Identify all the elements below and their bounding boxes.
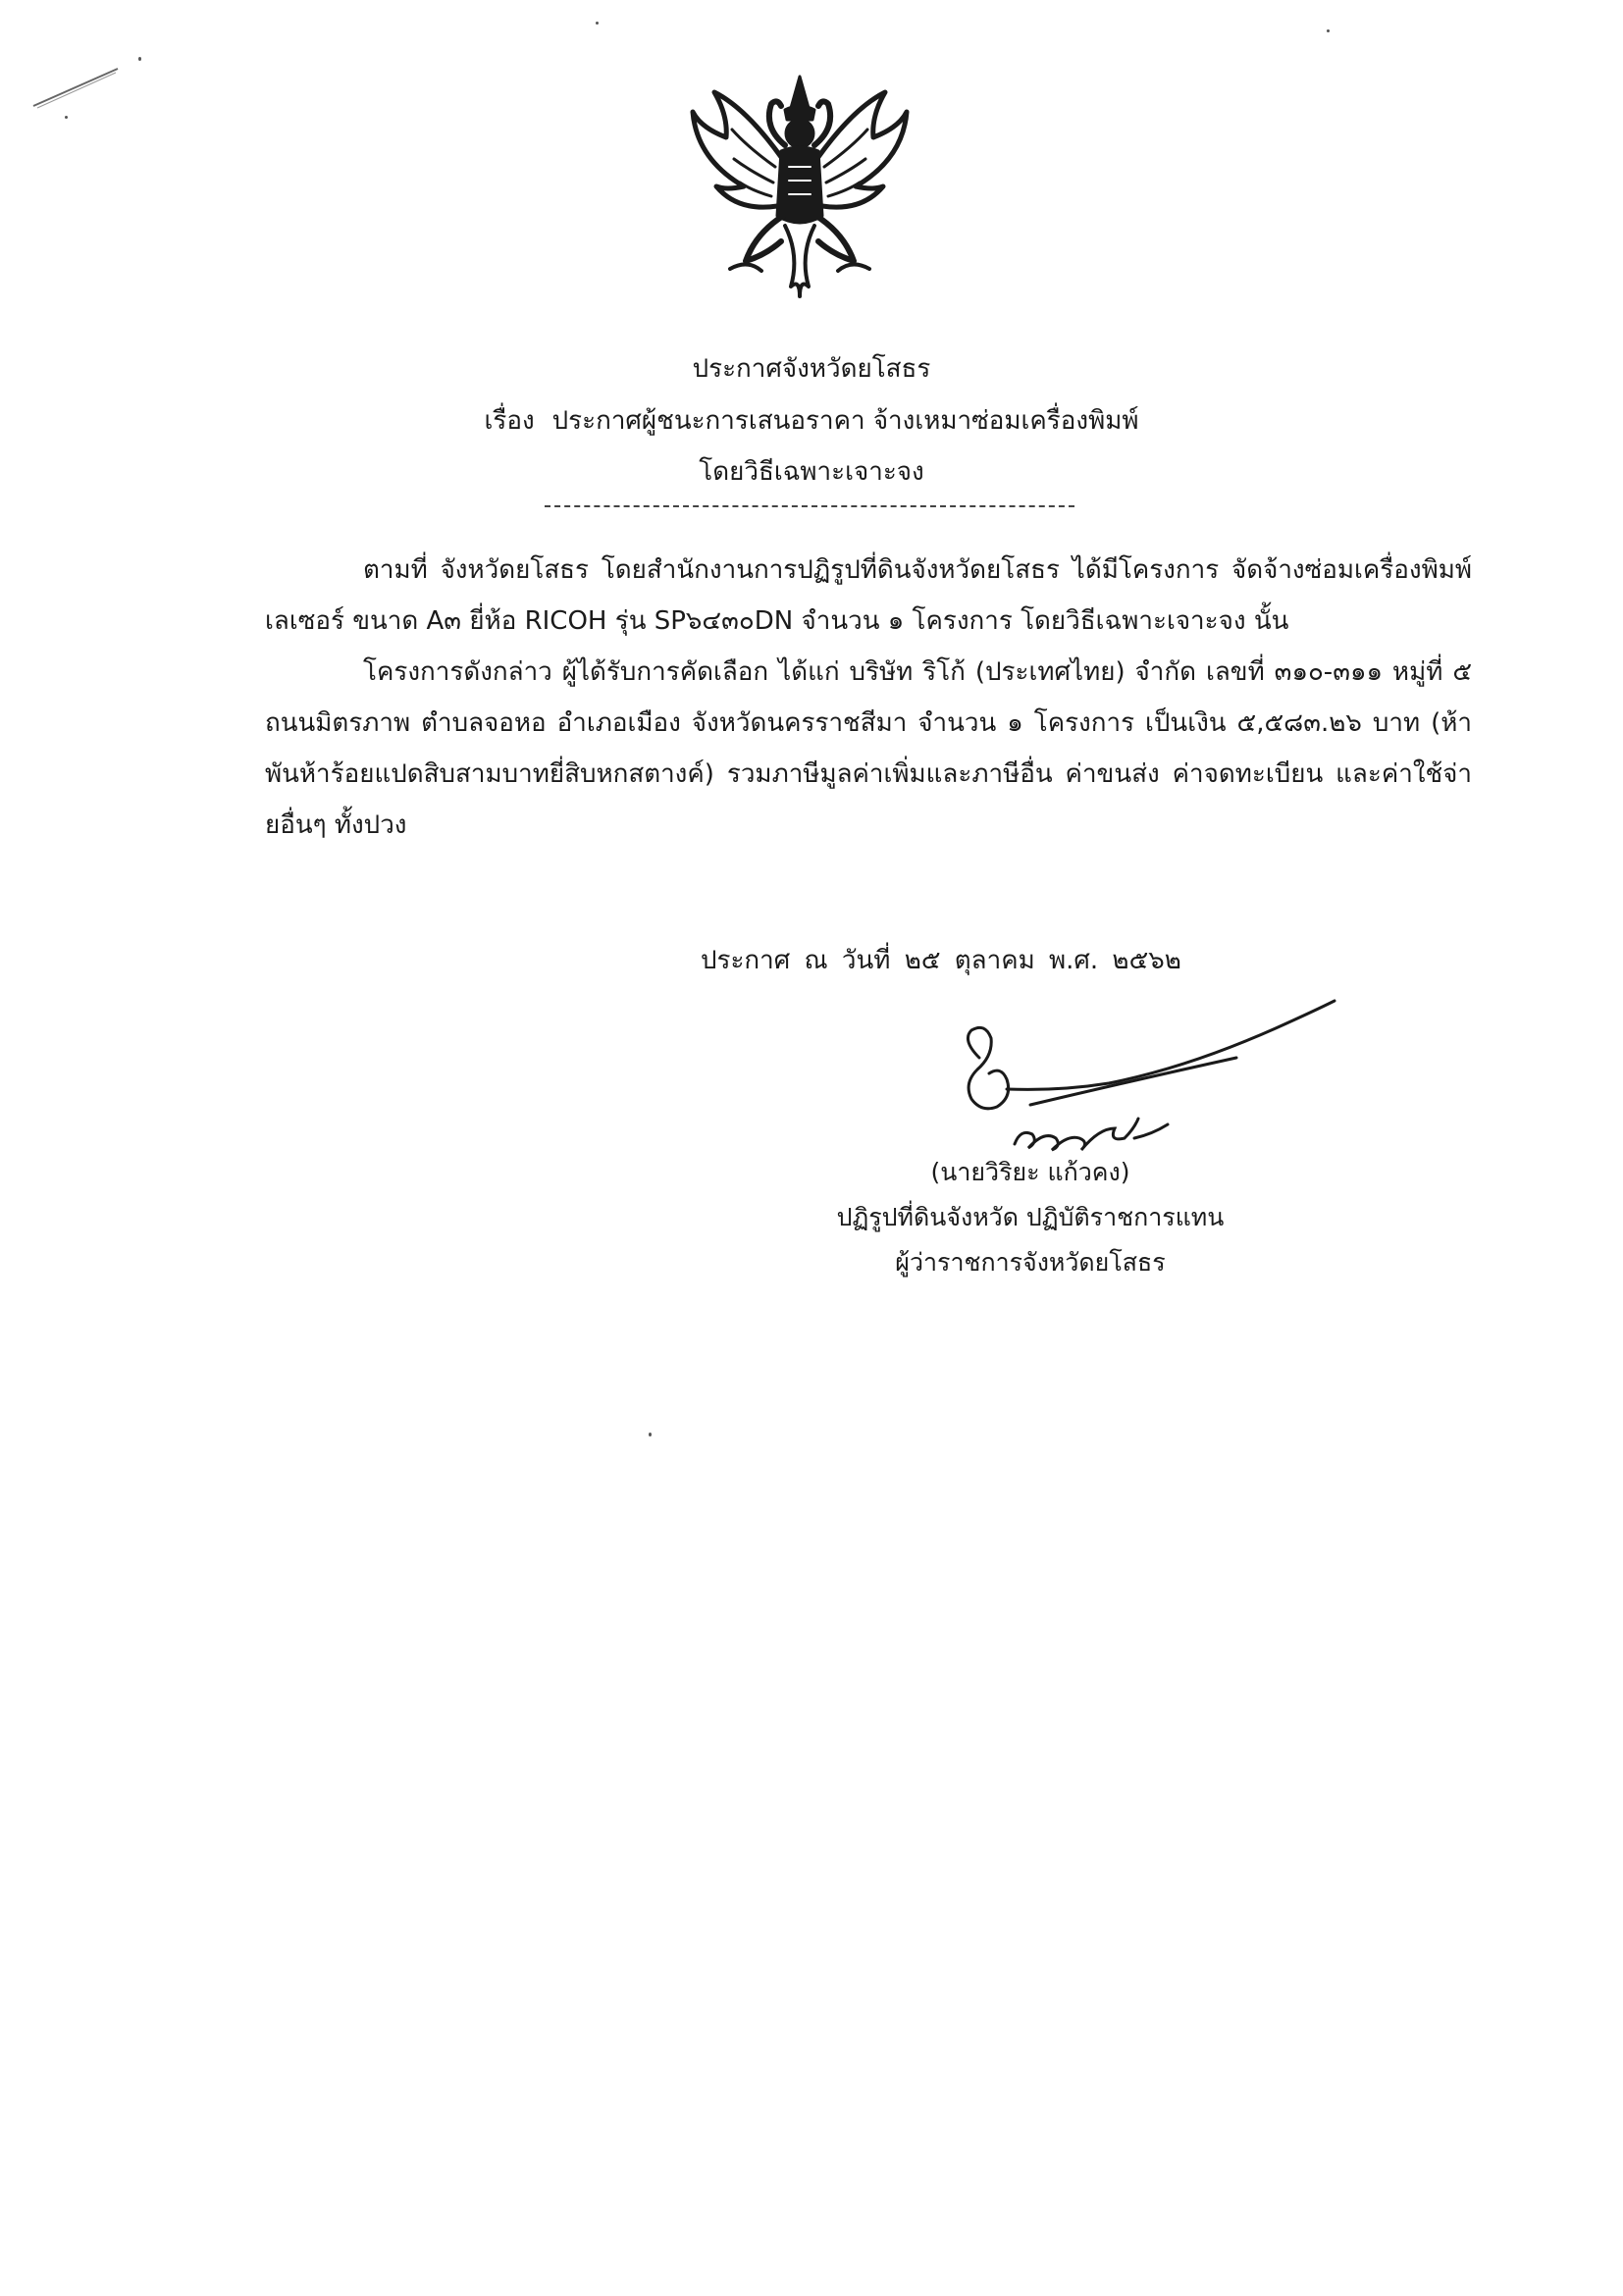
body-paragraph-1: ตามที่ จังหวัดยโสธร โดยสำนักงานการปฏิรูปที่ดินจังหวัดยโสธร ได้มีโครงการ จัดจ้างซ่อมเครื่องพิมพ์เลเซอร์ ขนาด A๓ ยี่ห้อ RICOH รุ่น SP๖๔๓๐DN จำนวน ๑ โครงการ โดยวิธีเฉพาะเจาะจง นั้น (265, 555, 1472, 636)
scan-speck (1327, 29, 1330, 32)
signature-block (805, 1150, 1256, 1285)
subject-text: ประกาศผู้ชนะการเสนอราคา จ้างเหมาซ่อมเครื่องพิมพ์ (551, 406, 1139, 436)
garuda-emblem-icon (687, 69, 913, 304)
body-paragraph-2: โครงการดังกล่าว ผู้ได้รับการคัดเลือก ได้แก่ บริษัท ริโก้ (ประเทศไทย) จำกัด เลขที่ ๓๑๐-๓๑๑ หมู่ที่ ๕ ถนนมิตรภาพ ตำบลจอหอ อำเภอเมือง จังหวัดนครราชสีมา จำนวน ๑ โครงการ เป็นเงิน ๕,๕๘๓.๒๖ บาท (ห้าพันห้าร้อยแปดสิบสามบาทยี่สิบหกสตางค์) รวมภาษีมูลค่าเพิ่มและภาษีอื่น ค่าขนส่ง ค่าจดทะเบียน และค่าใช้จ่ายอื่นๆ ทั้งปวง (265, 657, 1472, 840)
announcement-header: ประกาศจังหวัดยโสธร (692, 354, 931, 384)
scan-speck (649, 1433, 652, 1436)
signatory-title: ผู้ว่าราชการจังหวัดยโสธร (895, 1248, 1166, 1277)
signatory-name: (นายวิริยะ แก้วคง) (930, 1158, 1130, 1186)
signatory-position: ปฏิรูปที่ดินจังหวัด ปฏิบัติราชการแทน (836, 1203, 1225, 1231)
announcement-subject-line (0, 400, 1623, 441)
handwritten-signature (942, 981, 1354, 1158)
dashed-divider (545, 505, 1074, 507)
scan-speck (138, 57, 141, 61)
scan-pen-mark (29, 65, 123, 109)
procurement-method: โดยวิธีเฉพาะเจาะจง (699, 457, 924, 487)
scan-speck (596, 22, 599, 25)
announcement-date: ประกาศ ณ วันที่ ๒๕ ตุลาคม พ.ศ. ๒๕๖๒ (701, 946, 1181, 975)
subject-label: เรื่อง (484, 406, 535, 436)
scan-speck (65, 116, 68, 119)
